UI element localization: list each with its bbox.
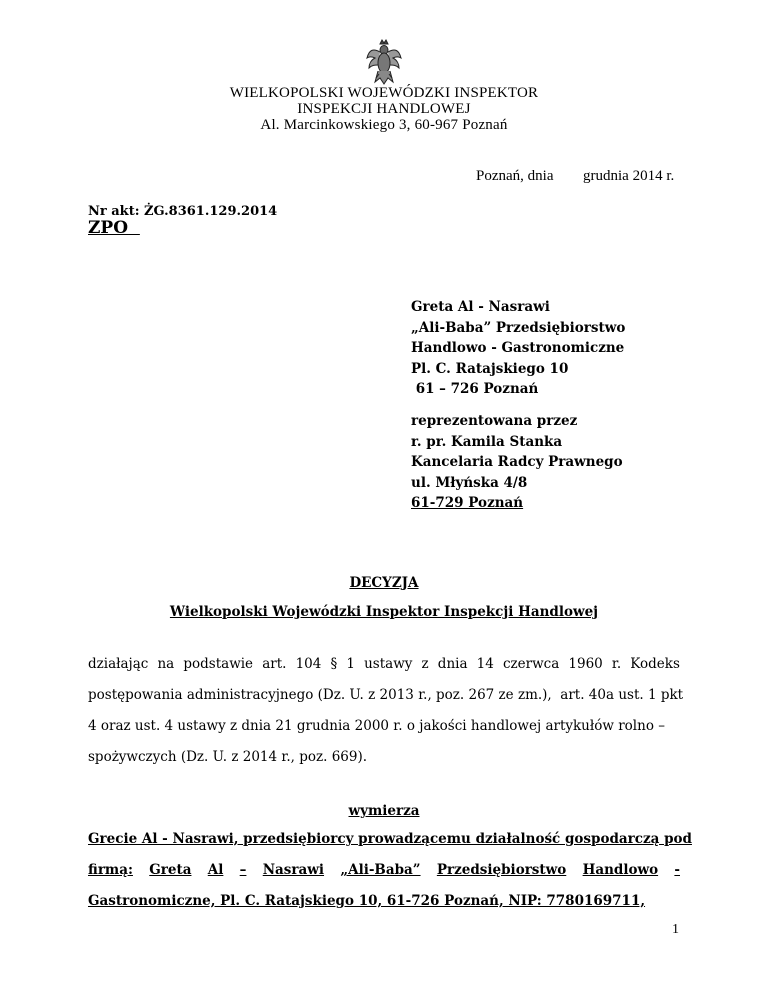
wymierza-heading: wymierza — [348, 803, 420, 819]
legal-basis-line3: 4 oraz ust. 4 ustawy z dnia 21 grudnia 2000 r. o jakości handlowej artykułów rolno – — [88, 718, 665, 734]
penalty-line2 — [88, 855, 680, 886]
penalty-word: Przedsiębiorstwo — [436, 862, 567, 878]
legal-basis-line4: spożywczych (Dz. U. z 2014 r., poz. 669). — [88, 749, 368, 765]
addressee-name: Greta Al - Nasrawi — [411, 299, 550, 315]
decision-authority: Wielkopolski Wojewódzki Inspektor Inspekcji Handlowej — [169, 604, 599, 620]
header-title-line2: INSPEKCJI HANDLOWEJ — [297, 101, 471, 117]
legal-basis-word: z — [421, 656, 429, 672]
representative-name: r. pr. Kamila Stanka — [411, 433, 563, 450]
legal-basis-word: r. — [611, 656, 622, 672]
addressee-company: „Ali-Baba” Przedsiębiorstwo — [411, 319, 626, 336]
representative-street: ul. Młyńska 4/8 — [411, 474, 528, 491]
legal-basis-word: podstawie — [183, 656, 254, 672]
penalty-word: - — [674, 862, 680, 878]
page-number: 1 — [672, 922, 679, 937]
penalty-word: „Ali-Baba” — [340, 862, 421, 878]
representative-block — [411, 411, 623, 514]
representative-intro: reprezentowana przez — [411, 413, 578, 429]
date-label: Poznań, dnia — [476, 168, 554, 184]
legal-basis-word: dnia — [437, 656, 468, 672]
penalty-word: Greta — [149, 862, 192, 878]
legal-basis-word: art. — [262, 656, 287, 672]
penalty-word: Handlowo — [582, 862, 659, 878]
legal-basis-word: 1 — [346, 656, 355, 672]
zpo-label: ZPO — [88, 218, 129, 238]
legal-basis-word: czerwca — [502, 656, 560, 672]
addressee-block — [411, 297, 625, 400]
addressee-company-type: Handlowo - Gastronomiczne — [411, 340, 625, 357]
penalty-word: firmą: — [88, 862, 133, 878]
legal-basis-line1 — [88, 649, 680, 680]
penalty-word: Al — [207, 862, 224, 878]
penalty-paragraph — [88, 824, 692, 917]
decision-title: DECYZJA — [349, 575, 419, 591]
case-number: Nr akt: ŻG.8361.129.2014 — [88, 204, 278, 219]
addressee-city: 61 – 726 Poznań — [411, 381, 539, 398]
eagle-emblem-icon — [365, 38, 403, 86]
legal-basis-word: Kodeks — [630, 656, 680, 672]
penalty-word: – — [239, 862, 247, 878]
legal-basis-word: 14 — [476, 656, 494, 672]
penalty-line1: Grecie Al - Nasrawi, przedsiębiorcy prowadzącemu działalność gospodarczą pod — [88, 831, 692, 847]
date-value: grudnia 2014 r. — [583, 168, 675, 184]
penalty-line3: Gastronomiczne, Pl. C. Ratajskiego 10, 61-726 Poznań, NIP: 7780169711, — [88, 893, 646, 909]
legal-basis-word: 104 — [295, 656, 322, 672]
header-title-line1: WIELKOPOLSKI WOJEWÓDZKI INSPEKTOR — [229, 85, 539, 101]
representative-city: 61-729 Poznań — [411, 495, 524, 512]
legal-basis-line2: postępowania administracyjnego (Dz. U. z 2013 r., poz. 267 ze zm.), art. 40a ust. 1 pkt — [88, 687, 684, 703]
penalty-word: Nasrawi — [262, 862, 325, 878]
legal-basis-word: działając — [88, 656, 149, 672]
legal-basis-word: ustawy — [364, 656, 413, 672]
legal-basis-word: na — [157, 656, 175, 672]
legal-basis-word: § — [330, 656, 338, 672]
legal-basis-paragraph — [88, 649, 684, 773]
addressee-street: Pl. C. Ratajskiego 10 — [411, 360, 569, 377]
representative-office: Kancelaria Radcy Prawnego — [411, 454, 623, 471]
header-address: Al. Marcinkowskiego 3, 60-967 Poznań — [260, 117, 508, 133]
legal-basis-word: 1960 — [568, 656, 603, 672]
